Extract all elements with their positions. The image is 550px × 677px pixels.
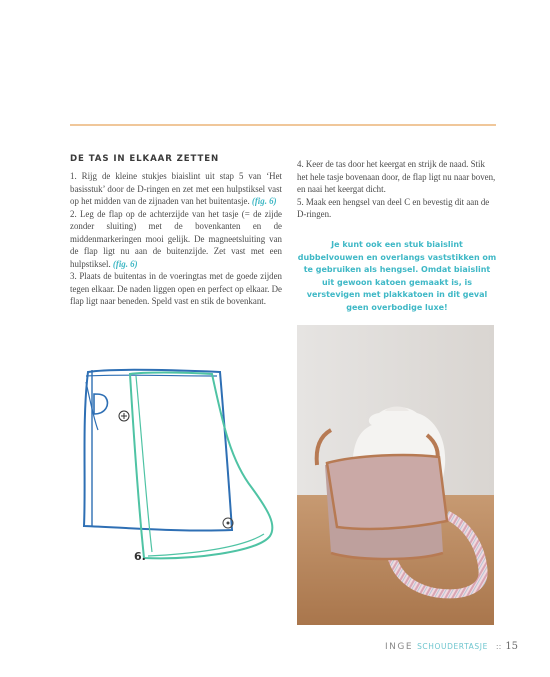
bag-outline-sketch: [84, 370, 232, 531]
instructions-left-column: [70, 170, 282, 308]
section-heading: DE TAS IN ELKAAR ZETTEN: [70, 154, 220, 164]
footer-title: SCHOUDERTASJE: [417, 642, 488, 651]
bag-flap: [327, 455, 447, 529]
step-2-text: 2. Leg de flap op de achterzijde van het tasje (= de zijde zonder sluiting) met de bovenkanten en de middenmarkeringen mooi gelijk. De magneetsluiting van de flap ligt nu aan de buitenzijde. Zet vast met een hulpstiksel.: [70, 208, 282, 269]
step-1-text: 1. Rijg de kleine stukjes biaislint uit stap 5 van ‘Het basisstuk’ door de D-ringen en zet met een hulpstiksel vast op het midden van de zijnaden van het buitentasje.: [70, 171, 282, 206]
step-3: 3. Plaats de buitentas in de voeringtas met de goede zijden tegen elkaar. De naden liggen open en perfect op elkaar. De flap ligt naar beneden. Speld vast en stik de bovenkant.: [70, 271, 282, 306]
figure-label: 6.: [134, 550, 146, 563]
figure-6-illustration: [72, 360, 284, 575]
figure-reference: (fig. 6): [112, 258, 138, 269]
d-ring-sketch: [94, 394, 108, 414]
header-divider: [70, 124, 496, 126]
page-footer: [385, 641, 518, 657]
footer-separator: ::: [495, 642, 502, 651]
footer-author: INGE: [385, 642, 414, 652]
step-4: 4. Keer de tas door het keergat en strijk de naad. Stik het hele tasje bovenaan door, de flap ligt nu naar boven, en naai het keergat dicht.: [297, 159, 496, 194]
step-2: [70, 208, 282, 271]
page-number: 15: [505, 641, 519, 652]
figure-reference: (fig. 6): [251, 196, 277, 206]
tip-text: Je kunt ook een stuk biaislint dubbelvouwen en overlangs vaststikken om te gebruiken als hengsel. Omdat biaislint uit gewoon katoen gemaakt is, is verstevigen met plakkatoen in dit geval geen overbodige luxe!: [297, 240, 497, 312]
step-5: 5. Maak een hengsel van deel C en bevestig dit aan de D-ringen.: [297, 196, 490, 219]
bag-photo: [297, 325, 494, 625]
instructions-right-column: [297, 158, 497, 221]
step-1: [70, 170, 282, 208]
